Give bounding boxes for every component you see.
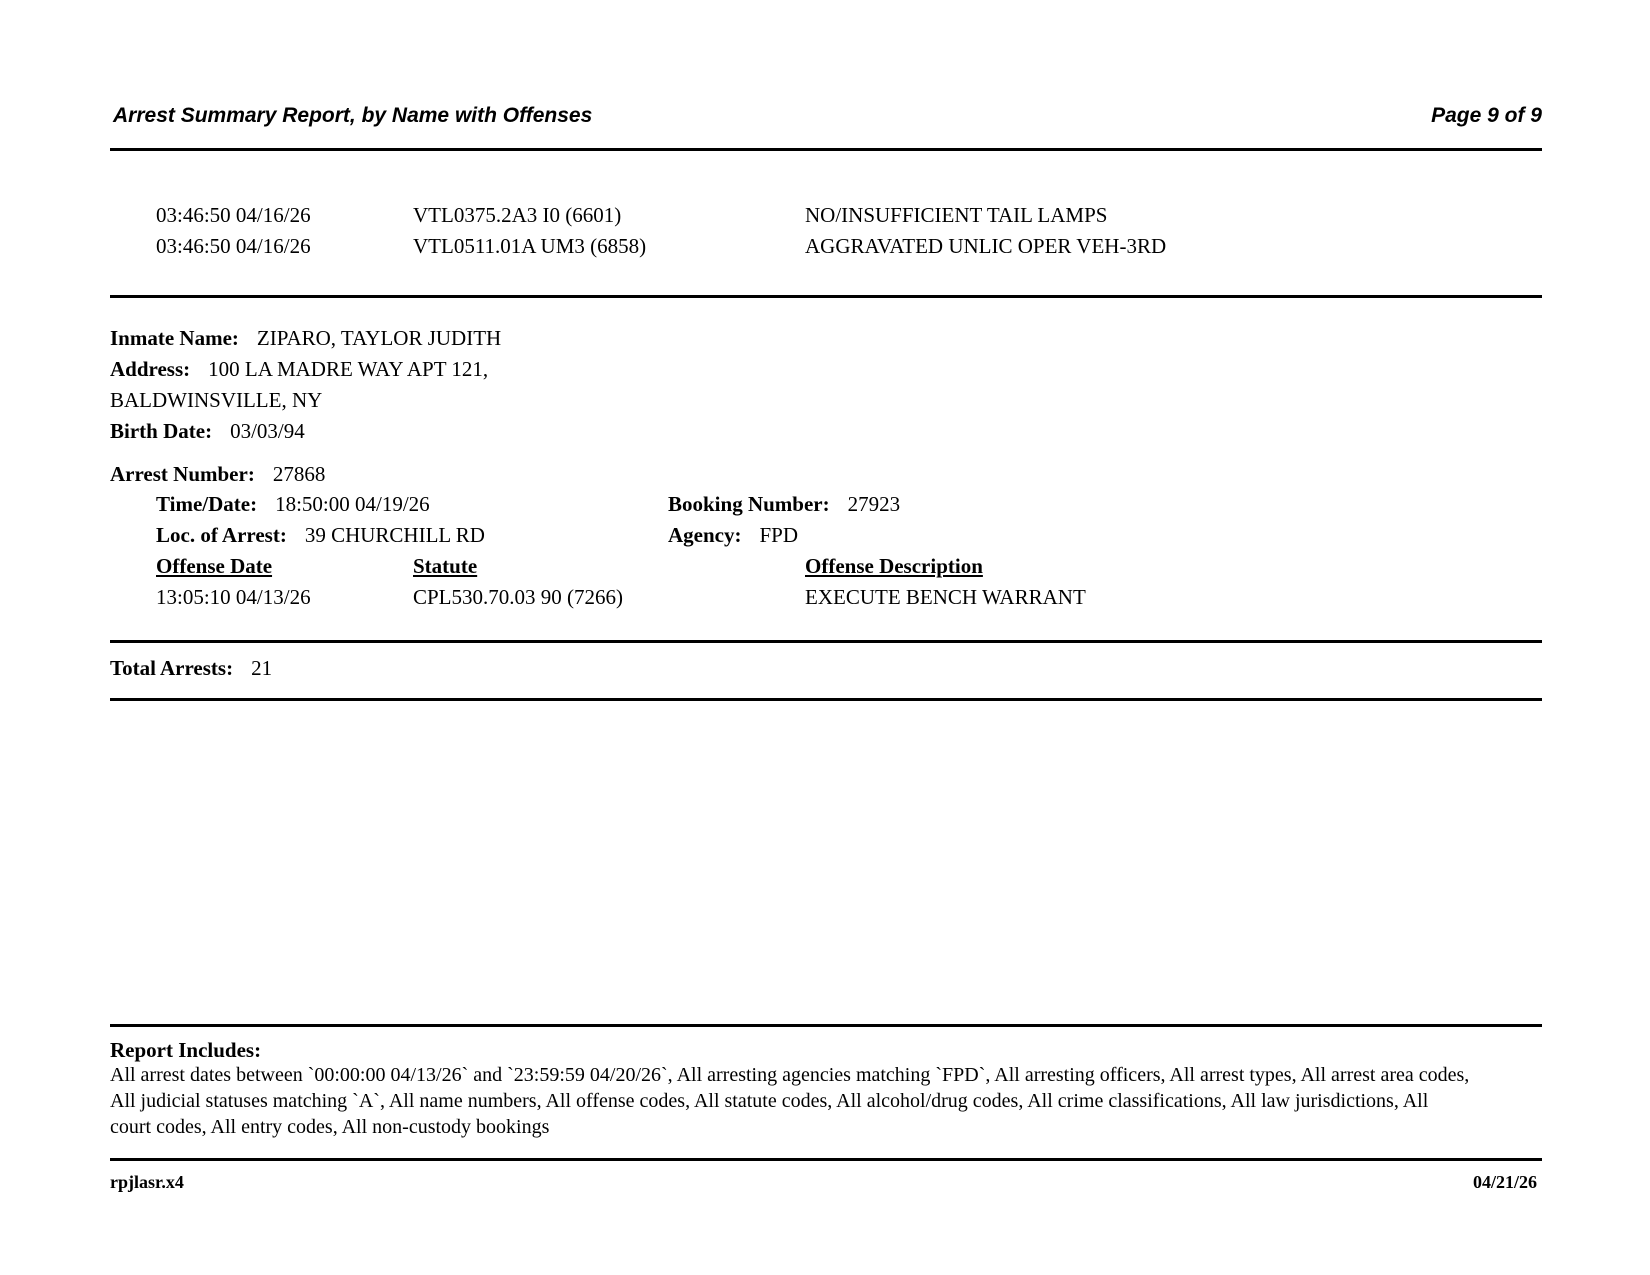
loc-of-arrest-value: 39 CHURCHILL RD — [304, 523, 485, 547]
report-id: rpjlasr.x4 — [110, 1172, 184, 1192]
booking-number-value: 27923 — [847, 492, 901, 516]
header-rule — [110, 148, 1542, 151]
inmate-name-label: Inmate Name: — [110, 326, 239, 350]
report-title: Arrest Summary Report, by Name with Offenses — [113, 104, 593, 127]
offense-description: AGGRAVATED UNLIC OPER VEH-3RD — [805, 234, 1167, 258]
offense-description: NO/INSUFFICIENT TAIL LAMPS — [805, 203, 1108, 227]
time-date-label: Time/Date: — [156, 492, 258, 516]
report-includes-label: Report Includes: — [110, 1038, 262, 1062]
birth-date-value: 03/03/94 — [230, 419, 305, 443]
agency-value: FPD — [759, 523, 799, 547]
time-date-value: 18:50:00 04/19/26 — [275, 492, 430, 516]
section-rule — [110, 295, 1542, 298]
offense-date: 03:46:50 04/16/26 — [156, 234, 311, 258]
total-arrests-value: 21 — [251, 656, 273, 680]
birth-date-label: Birth Date: — [110, 419, 213, 443]
continuation-offense-row — [0, 203, 1650, 230]
arrest-number-value: 27868 — [272, 462, 326, 486]
report-includes-line: court codes, All entry codes, All non-custody bookings — [110, 1116, 550, 1138]
inmate-name-value: ZIPARO, TAYLOR JUDITH — [256, 326, 502, 350]
inmate-name-row — [110, 326, 501, 351]
arrest-number-label: Arrest Number: — [110, 462, 255, 486]
column-header-offense-description: Offense Description — [805, 554, 983, 578]
address-line2: BALDWINSVILLE, NY — [110, 388, 323, 412]
footer-rule — [110, 1024, 1542, 1027]
agency-label: Agency: — [668, 523, 742, 547]
inmate-address-row — [110, 357, 488, 382]
offense-description: EXECUTE BENCH WARRANT — [805, 585, 1086, 609]
address-label: Address: — [110, 357, 191, 381]
booking-number-label: Booking Number: — [668, 492, 830, 516]
report-includes-line: All arrest dates between `00:00:00 04/13/26` and `23:59:59 04/20/26`, All arresting agencies matching `FPD`, All arresting officers, All arrest types, All arrest area codes, — [110, 1064, 1470, 1086]
booking-number-row — [668, 492, 900, 517]
offense-date: 03:46:50 04/16/26 — [156, 203, 311, 227]
offense-table-header — [0, 554, 1650, 581]
total-arrests-label: Total Arrests: — [110, 656, 234, 680]
loc-of-arrest-label: Loc. of Arrest: — [156, 523, 287, 547]
offense-row — [0, 585, 1650, 612]
address-value: 100 LA MADRE WAY APT 121, — [208, 357, 489, 381]
section-rule — [110, 698, 1542, 701]
page-number: Page 9 of 9 — [1431, 104, 1542, 127]
report-includes-line: All judicial statuses matching `A`, All name numbers, All offense codes, All statute codes, All alcohol/drug codes, All crime classifications, All law jurisdictions, All — [110, 1090, 1429, 1112]
agency-row — [668, 523, 798, 548]
offense-date: 13:05:10 04/13/26 — [156, 585, 311, 609]
column-header-statute: Statute — [413, 554, 478, 578]
print-date: 04/21/26 — [1472, 1172, 1537, 1192]
offense-statute: VTL0375.2A3 I0 (6601) — [413, 203, 622, 227]
section-rule — [110, 640, 1542, 643]
arrest-number-row — [110, 462, 325, 487]
total-arrests-row — [110, 656, 272, 681]
offense-statute: CPL530.70.03 90 (7266) — [413, 585, 623, 609]
continuation-offense-row — [0, 234, 1650, 261]
offense-statute: VTL0511.01A UM3 (6858) — [413, 234, 647, 258]
time-date-row — [156, 492, 430, 517]
bottom-rule — [110, 1158, 1542, 1161]
birth-date-row — [110, 419, 305, 444]
loc-of-arrest-row — [156, 523, 485, 548]
column-header-offense-date: Offense Date — [156, 554, 273, 578]
